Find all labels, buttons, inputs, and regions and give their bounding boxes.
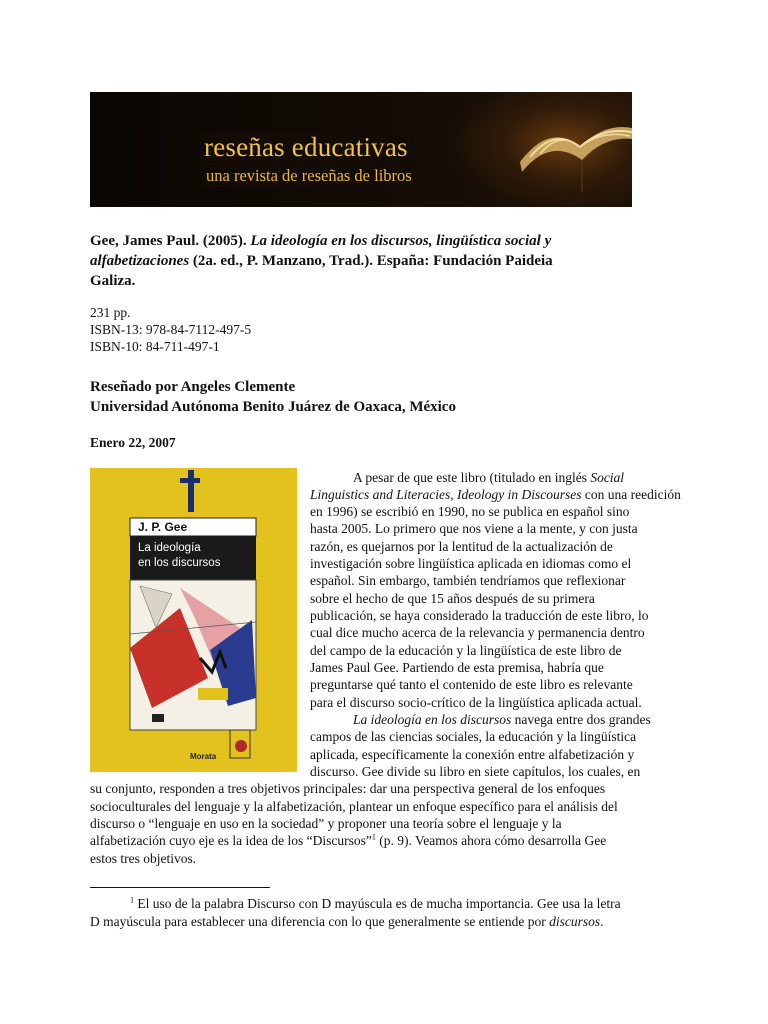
isbn-13: ISBN-13: 978-84-7112-497-5 xyxy=(90,322,252,337)
body-line: alfabetización cuyo eje es la idea de los “Discursos”$^1$ (p. 9). Veamos ahora cómo desarrolla Gee xyxy=(90,832,607,848)
citation-title-2: alfabetizaciones xyxy=(90,253,190,269)
cover-publisher: Morata xyxy=(190,752,217,761)
body-line: preguntarse qué tanto el contenido de este libro es relevante xyxy=(310,677,633,692)
review-date: Enero 22, 2007 xyxy=(90,435,176,450)
body-line: sobre el hecho de que 15 años después de su primera xyxy=(310,591,595,606)
footnote-ref: 1 xyxy=(371,832,376,842)
body-line: discurso o “lenguaje en uso en la sociedad” y proponer una teoría sobre el lenguaje y la xyxy=(90,816,562,831)
body-line: campos de las ciencias sociales, la educación y la lingüística xyxy=(310,729,637,744)
book-citation xyxy=(90,231,650,291)
cover-author: J. P. Gee xyxy=(138,520,188,534)
banner-title: reseñas educativas xyxy=(200,132,414,165)
isbn-10: ISBN-10: 84-711-497-1 xyxy=(90,339,220,354)
body-line: Linguistics and Literacies, Ideology in Discourses con una reedición xyxy=(310,487,681,502)
body-line: A pesar de que este libro (titulado en inglés Social xyxy=(353,470,625,485)
footnote-line: $^1$ El uso de la palabra Discurso con D mayúscula es de mucha importancia. Gee usa la letra xyxy=(130,895,621,911)
footnote-line: D mayúscula para establecer una diferencia con lo que generalmente se entiende por discursos. xyxy=(90,914,604,929)
body-line: español. Sin embargo, también tendríamos que reflexionar xyxy=(310,573,626,588)
body-line: cual dice mucho acerca de la relevancia y permanencia dentro xyxy=(310,625,645,640)
cover-title-2: en los discursos xyxy=(138,557,221,569)
body-line: investigación sobre lingüística aplicada en idiomas como el xyxy=(310,556,632,571)
body-line: razón, es quejarnos por la lentitud de la actualización de xyxy=(310,539,613,554)
body-line: publicación, se haya considerado la traducción de este libro, lo xyxy=(310,608,649,623)
body-line: para el discurso socio-crítico de la lingüística aplicada actual. xyxy=(310,695,642,710)
book-metadata xyxy=(90,304,251,355)
body-line: aplicada, específicamente la conexión entre alfabetización y xyxy=(310,747,635,762)
banner-subtitle: una revista de reseñas de libros xyxy=(202,166,418,187)
citation-prefix: Gee, James Paul. (2005). xyxy=(90,233,251,249)
open-book-image xyxy=(510,102,632,202)
book-cover-image xyxy=(90,468,297,772)
reviewer-name: Reseñado por Angeles Clemente xyxy=(90,379,296,395)
body-line: socioculturales del lenguaje y la alfabetización, plantear un enfoque específico para el análisis del xyxy=(90,799,618,814)
body-line: James Paul Gee. Partiendo de esta premisa, habría que xyxy=(310,660,604,675)
reviewer-block xyxy=(90,377,456,417)
citation-suffix-2: Galiza. xyxy=(90,273,136,289)
body-line: en 1996) se escribió en 1990, no se publica en español sino xyxy=(310,504,630,519)
footnote-mark: 1 xyxy=(130,895,134,905)
footnote-divider xyxy=(90,887,270,888)
body-line: estos tres objetivos. xyxy=(90,851,197,866)
page-count: 231 pp. xyxy=(90,305,131,320)
body-line: discurso. Gee divide su libro en siete capítulos, los cuales, en xyxy=(310,764,641,779)
reviewer-affiliation: Universidad Autónoma Benito Juárez de Oaxaca, México xyxy=(90,399,456,415)
citation-suffix-1: (2a. ed., P. Manzano, Trad.). España: Fundación Paideia xyxy=(189,253,553,269)
body-line: del campo de la educación y la lingüística de este libro de xyxy=(310,643,622,658)
journal-banner xyxy=(90,92,632,207)
cover-title-1: La ideología xyxy=(138,542,201,554)
body-line: La ideología en los discursos navega entre dos grandes xyxy=(353,712,651,727)
body-line: su conjunto, responden a tres objetivos principales: dar una perspectiva general de los enfoques xyxy=(90,781,606,796)
citation-title-1: La ideología en los discursos, lingüística social y xyxy=(250,233,552,249)
body-line: hasta 2005. Lo primero que nos viene a la mente, y con justa xyxy=(310,521,638,536)
